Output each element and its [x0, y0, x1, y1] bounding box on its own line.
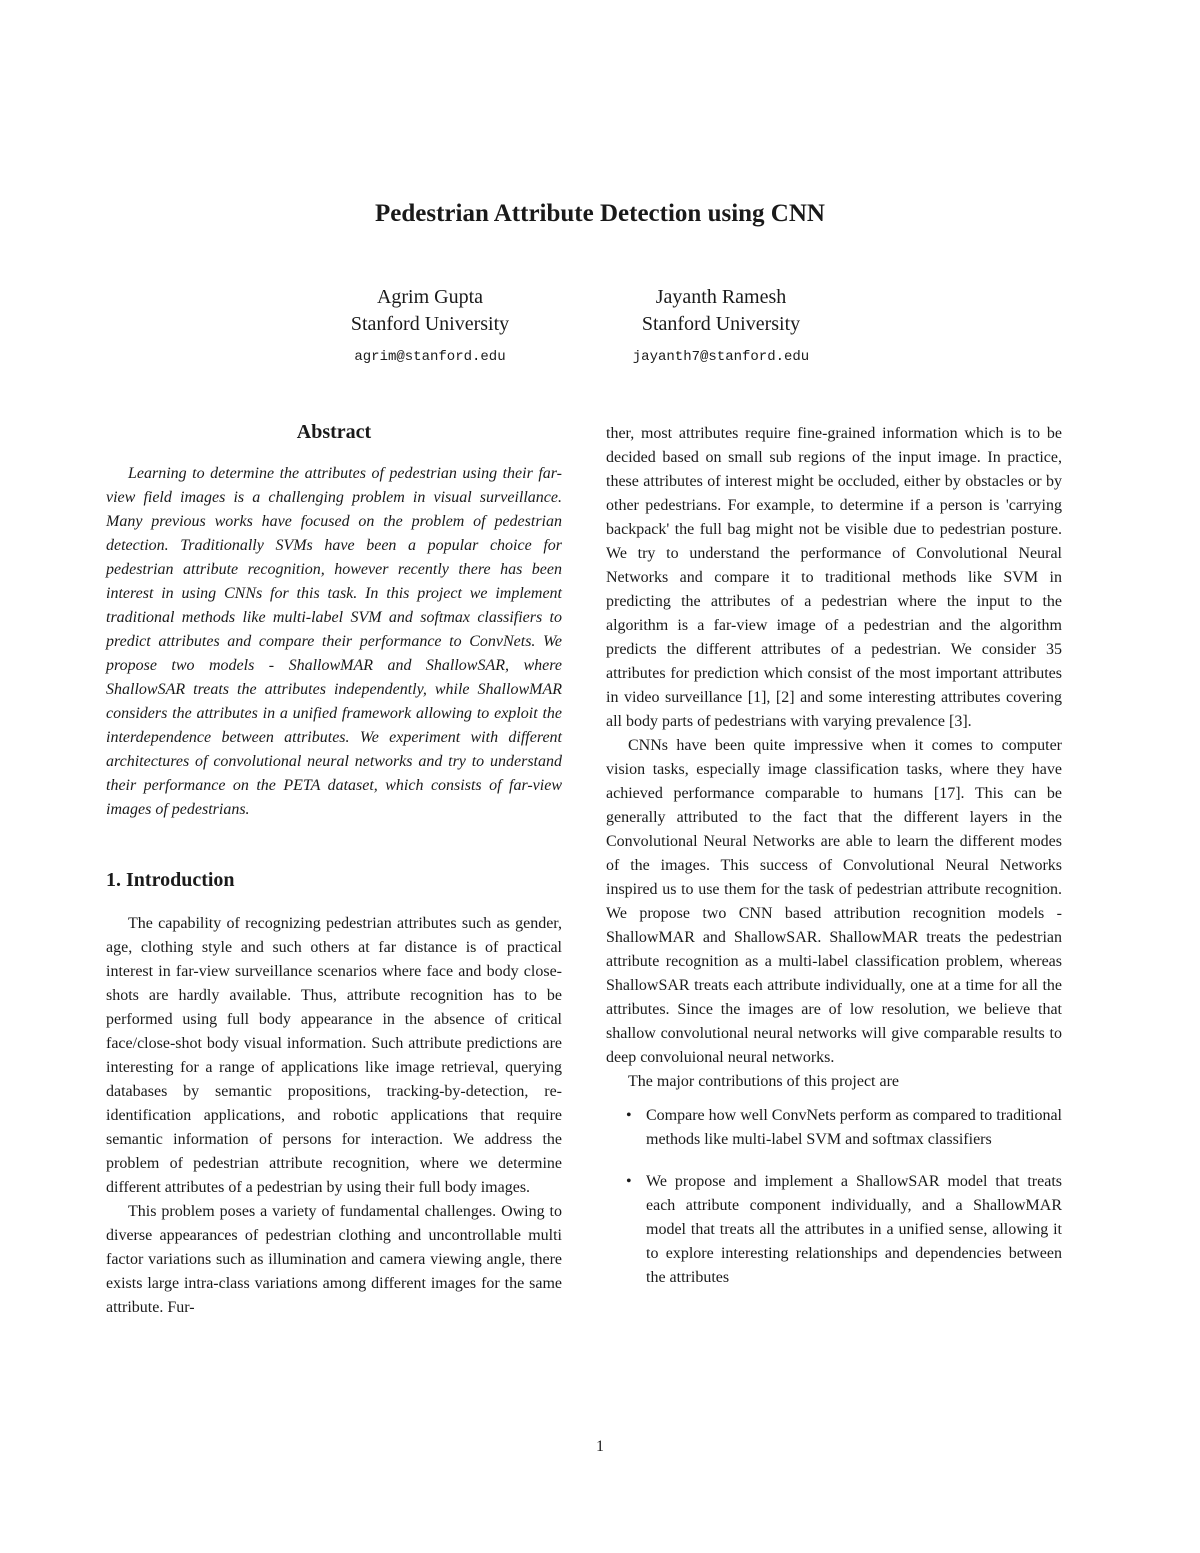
contributions-list	[606, 1104, 1062, 1290]
list-item	[606, 1104, 1062, 1152]
abstract-heading: Abstract	[296, 421, 372, 443]
abstract-body: Learning to determine the attributes of pedestrian using their far-view field images is a challenging problem in visual surveillance. Many previous works have focused on the problem of pedestrian detection. Traditionally SVMs have been a popular choice for pedestrian attribute recognition, however recently there has been interest in using CNNs for this task. In this project we implement traditional methods like multi-label SVM and softmax classifiers to predict attributes and compare their performance to ConvNets. We propose two models - ShallowMAR and ShallowSAR, where ShallowSAR treats the attributes independently, while ShallowMAR considers the attributes in a unified framework allowing to exploit the interdependence between attributes. We experiment with different architectures of convolutional neural networks and try to understand their performance on the PETA dataset, which consists of far-view images of pedestrians.	[106, 465, 562, 818]
introduction-heading: 1. Introduction	[106, 869, 235, 891]
intro-paragraph-4: The major contributions of this project are	[628, 1073, 900, 1090]
bullet-icon: •	[626, 1173, 632, 1190]
intro-paragraph-3: CNNs have been quite impressive when it comes to computer vision tasks, especially image classification tasks, where they have achieved performance comparable to humans [17]. This can be generally attributed to the fact that the different layers in the Convolutional Neural Networks are able to learn the different modes of the images. This success of Convolutional Neural Networks inspired us to use them for the task of pedestrian attribute recognition. We propose two CNN based attribution recognition models - ShallowMAR and ShallowSAR. ShallowMAR treats the pedestrian attribute recognition as a multi-label classification problem, whereas ShallowSAR treats each attribute individually, one at a time for all the attributes. Since the images are of low resolution, we believe that shallow convolutional neural networks will give comparable results to deep convoluional neural networks.	[606, 737, 1062, 1066]
author-affiliation: Stanford University	[350, 313, 510, 335]
author-block-1	[280, 284, 580, 367]
list-item	[606, 1170, 1062, 1290]
page-number: 1	[596, 1438, 604, 1455]
author-name: Jayanth Ramesh	[655, 286, 787, 308]
author-affiliation: Stanford University	[641, 313, 801, 335]
contribution-text: Compare how well ConvNets perform as compared to traditional methods like multi-label SVM and softmax classifiers	[646, 1107, 1062, 1148]
paper-title: Pedestrian Attribute Detection using CNN	[375, 200, 825, 227]
intro-paragraph-1: The capability of recognizing pedestrian attributes such as gender, age, clothing style and such others at far distance is of practical interest in far-view surveillance scenarios where face and body close-shots are hardly available. Thus, attribute recognition has to be performed using full body appearance in the absence of critical face/close-shot body visual information. Such attribute predictions are interesting for a range of applications like image retrieval, querying databases by semantic propositions, tracking-by-detection, re-identification applications, and robotic applications that require semantic information of persons for interaction. We address the problem of pedestrian attribute recognition, where we determine different attributes of a pedestrian by using their full body images.	[106, 915, 562, 1196]
intro-paragraph-2: This problem poses a variety of fundamental challenges. Owing to diverse appearances of pedestrian clothing and uncontrollable multi factor variations such as illumination and camera viewing angle, there exists large intra-class variations among different images for the same attribute. Fur-	[106, 1203, 562, 1316]
intro-paragraph-2-continued: ther, most attributes require fine-grained information which is to be decided based on small sub regions of the input image. In practice, these attributes of interest might be occluded, either by obstacles or by other pedestrians. For example, to determine if a person is 'carrying backpack' the full bag might not be visible due to pedestrian posture. We try to understand the performance of Convolutional Neural Networks and compare it to traditional methods like SVM in predicting the attributes of a pedestrian where the input to the algorithm is a far-view image of a pedestrian and the algorithm predicts the different attributes of a pedestrian. We consider 35 attributes for prediction which consist of the most important attributes in video surveillance [1], [2] and some interesting attributes covering all body parts of pedestrians with varying prevalence [3].	[606, 425, 1062, 730]
contribution-text: We propose and implement a ShallowSAR model that treats each attribute component individually, and a ShallowMAR model that treats all the attributes in a unified sense, allowing it to explore interesting relationships and dependencies between the attributes	[646, 1173, 1062, 1286]
author-name: Agrim Gupta	[376, 286, 484, 308]
bullet-icon: •	[626, 1107, 632, 1124]
author-email[interactable]: jayanth7@stanford.edu	[632, 349, 810, 365]
right-column	[606, 422, 1062, 1308]
author-block-2	[571, 284, 871, 367]
left-column	[106, 418, 562, 1320]
author-email[interactable]: agrim@stanford.edu	[354, 349, 506, 365]
